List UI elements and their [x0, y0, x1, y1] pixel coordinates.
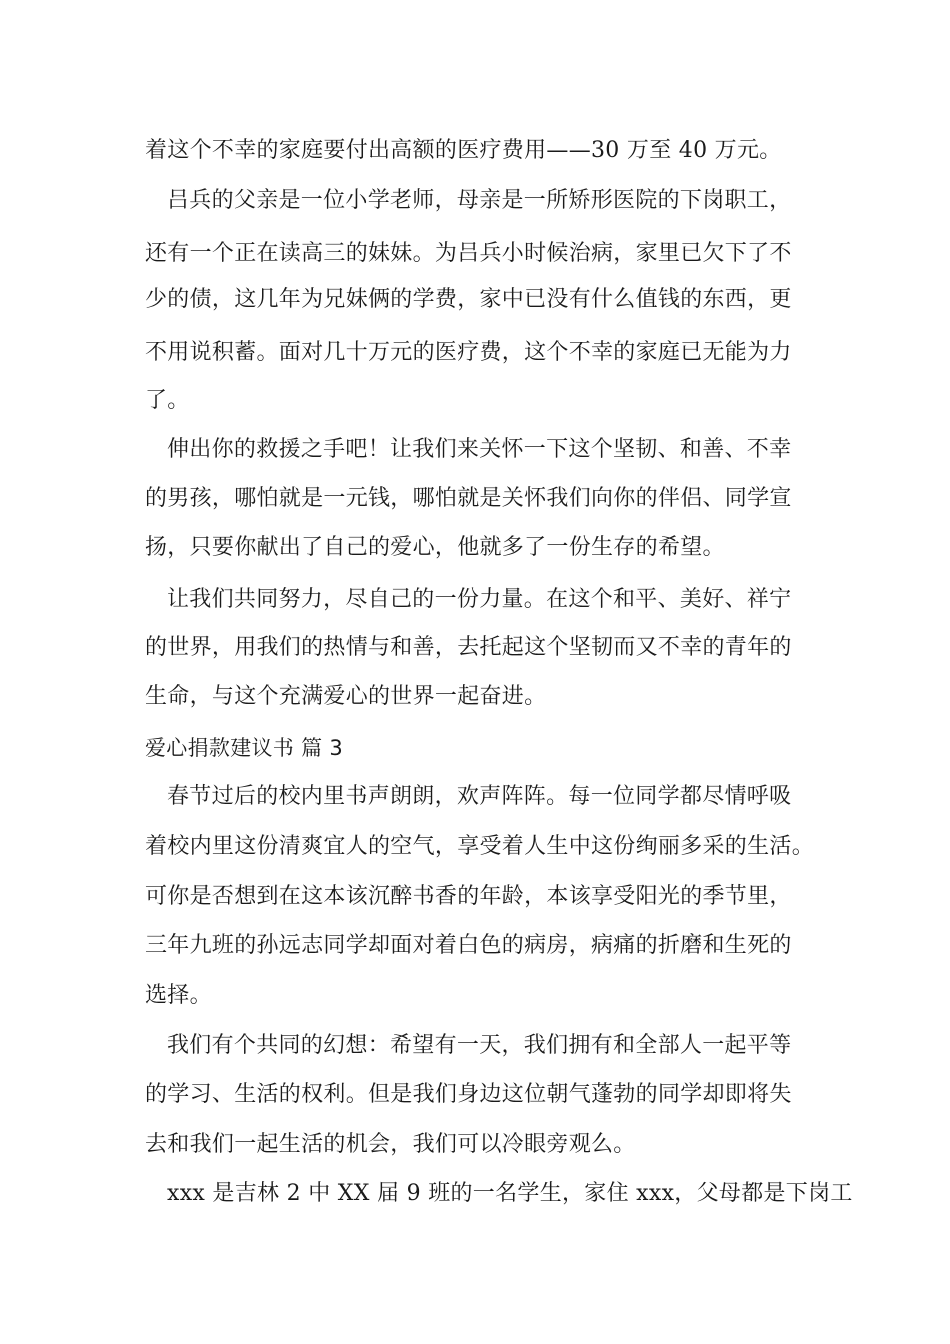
paragraph-line: 生命，与这个充满爱心的世界一起奋进。: [145, 684, 547, 709]
paragraph-line: 去和我们一起生活的机会，我们可以冷眼旁观么。: [145, 1132, 636, 1157]
paragraph-line: 着这个不幸的家庭要付出高额的医疗费用——30 万至 40 万元。: [145, 138, 782, 163]
paragraph-line: 吕兵的父亲是一位小学老师，母亲是一所矫形医院的下岗职工，: [167, 188, 792, 213]
paragraph-line: 可你是否想到在这本该沉醉书香的年龄，本该享受阳光的季节里，: [145, 884, 792, 909]
paragraph-line: 扬，只要你献出了自己的爱心，他就多了一份生存的希望。: [145, 535, 725, 560]
paragraph-line: 选择。: [145, 983, 212, 1008]
paragraph-line: 着校内里这份清爽宜人的空气，享受着人生中这份绚丽多采的生活。: [145, 834, 815, 859]
paragraph-line: 的男孩，哪怕就是一元钱，哪怕就是关怀我们向你的伴侣、同学宣: [145, 486, 792, 511]
paragraph-line: 的学习、生活的权利。但是我们身边这位朝气蓬勃的同学却即将失: [145, 1082, 792, 1107]
paragraph-line: xxx 是吉林 2 中 XX 届 9 班的一名学生，家住 xxx，父母都是下岗工: [167, 1181, 853, 1206]
paragraph-line: 还有一个正在读高三的妹妹。为吕兵小时候治病，家里已欠下了不: [145, 241, 792, 266]
paragraph-line: 让我们共同努力，尽自己的一份力量。在这个和平、美好、祥宁: [167, 587, 792, 612]
paragraph-line: 春节过后的校内里书声朗朗，欢声阵阵。每一位同学都尽情呼吸: [167, 784, 792, 809]
paragraph-line: 不用说积蓄。面对几十万元的医疗费，这个不幸的家庭已无能为力: [145, 340, 792, 365]
paragraph-line: 的世界，用我们的热情与和善，去托起这个坚韧而又不幸的青年的: [145, 635, 792, 660]
section-heading: 爱心捐款建议书 篇 3: [145, 736, 344, 760]
paragraph-line: 少的债，这几年为兄妹俩的学费，家中已没有什么值钱的东西，更: [145, 287, 792, 312]
paragraph-line: 伸出你的救援之手吧！让我们来关怀一下这个坚韧、和善、不幸: [167, 437, 792, 462]
paragraph-line: 我们有个共同的幻想：希望有一天，我们拥有和全部人一起平等: [167, 1033, 792, 1058]
paragraph-line: 三年九班的孙远志同学却面对着白色的病房，病痛的折磨和生死的: [145, 933, 792, 958]
paragraph-line: 了。: [145, 388, 190, 413]
